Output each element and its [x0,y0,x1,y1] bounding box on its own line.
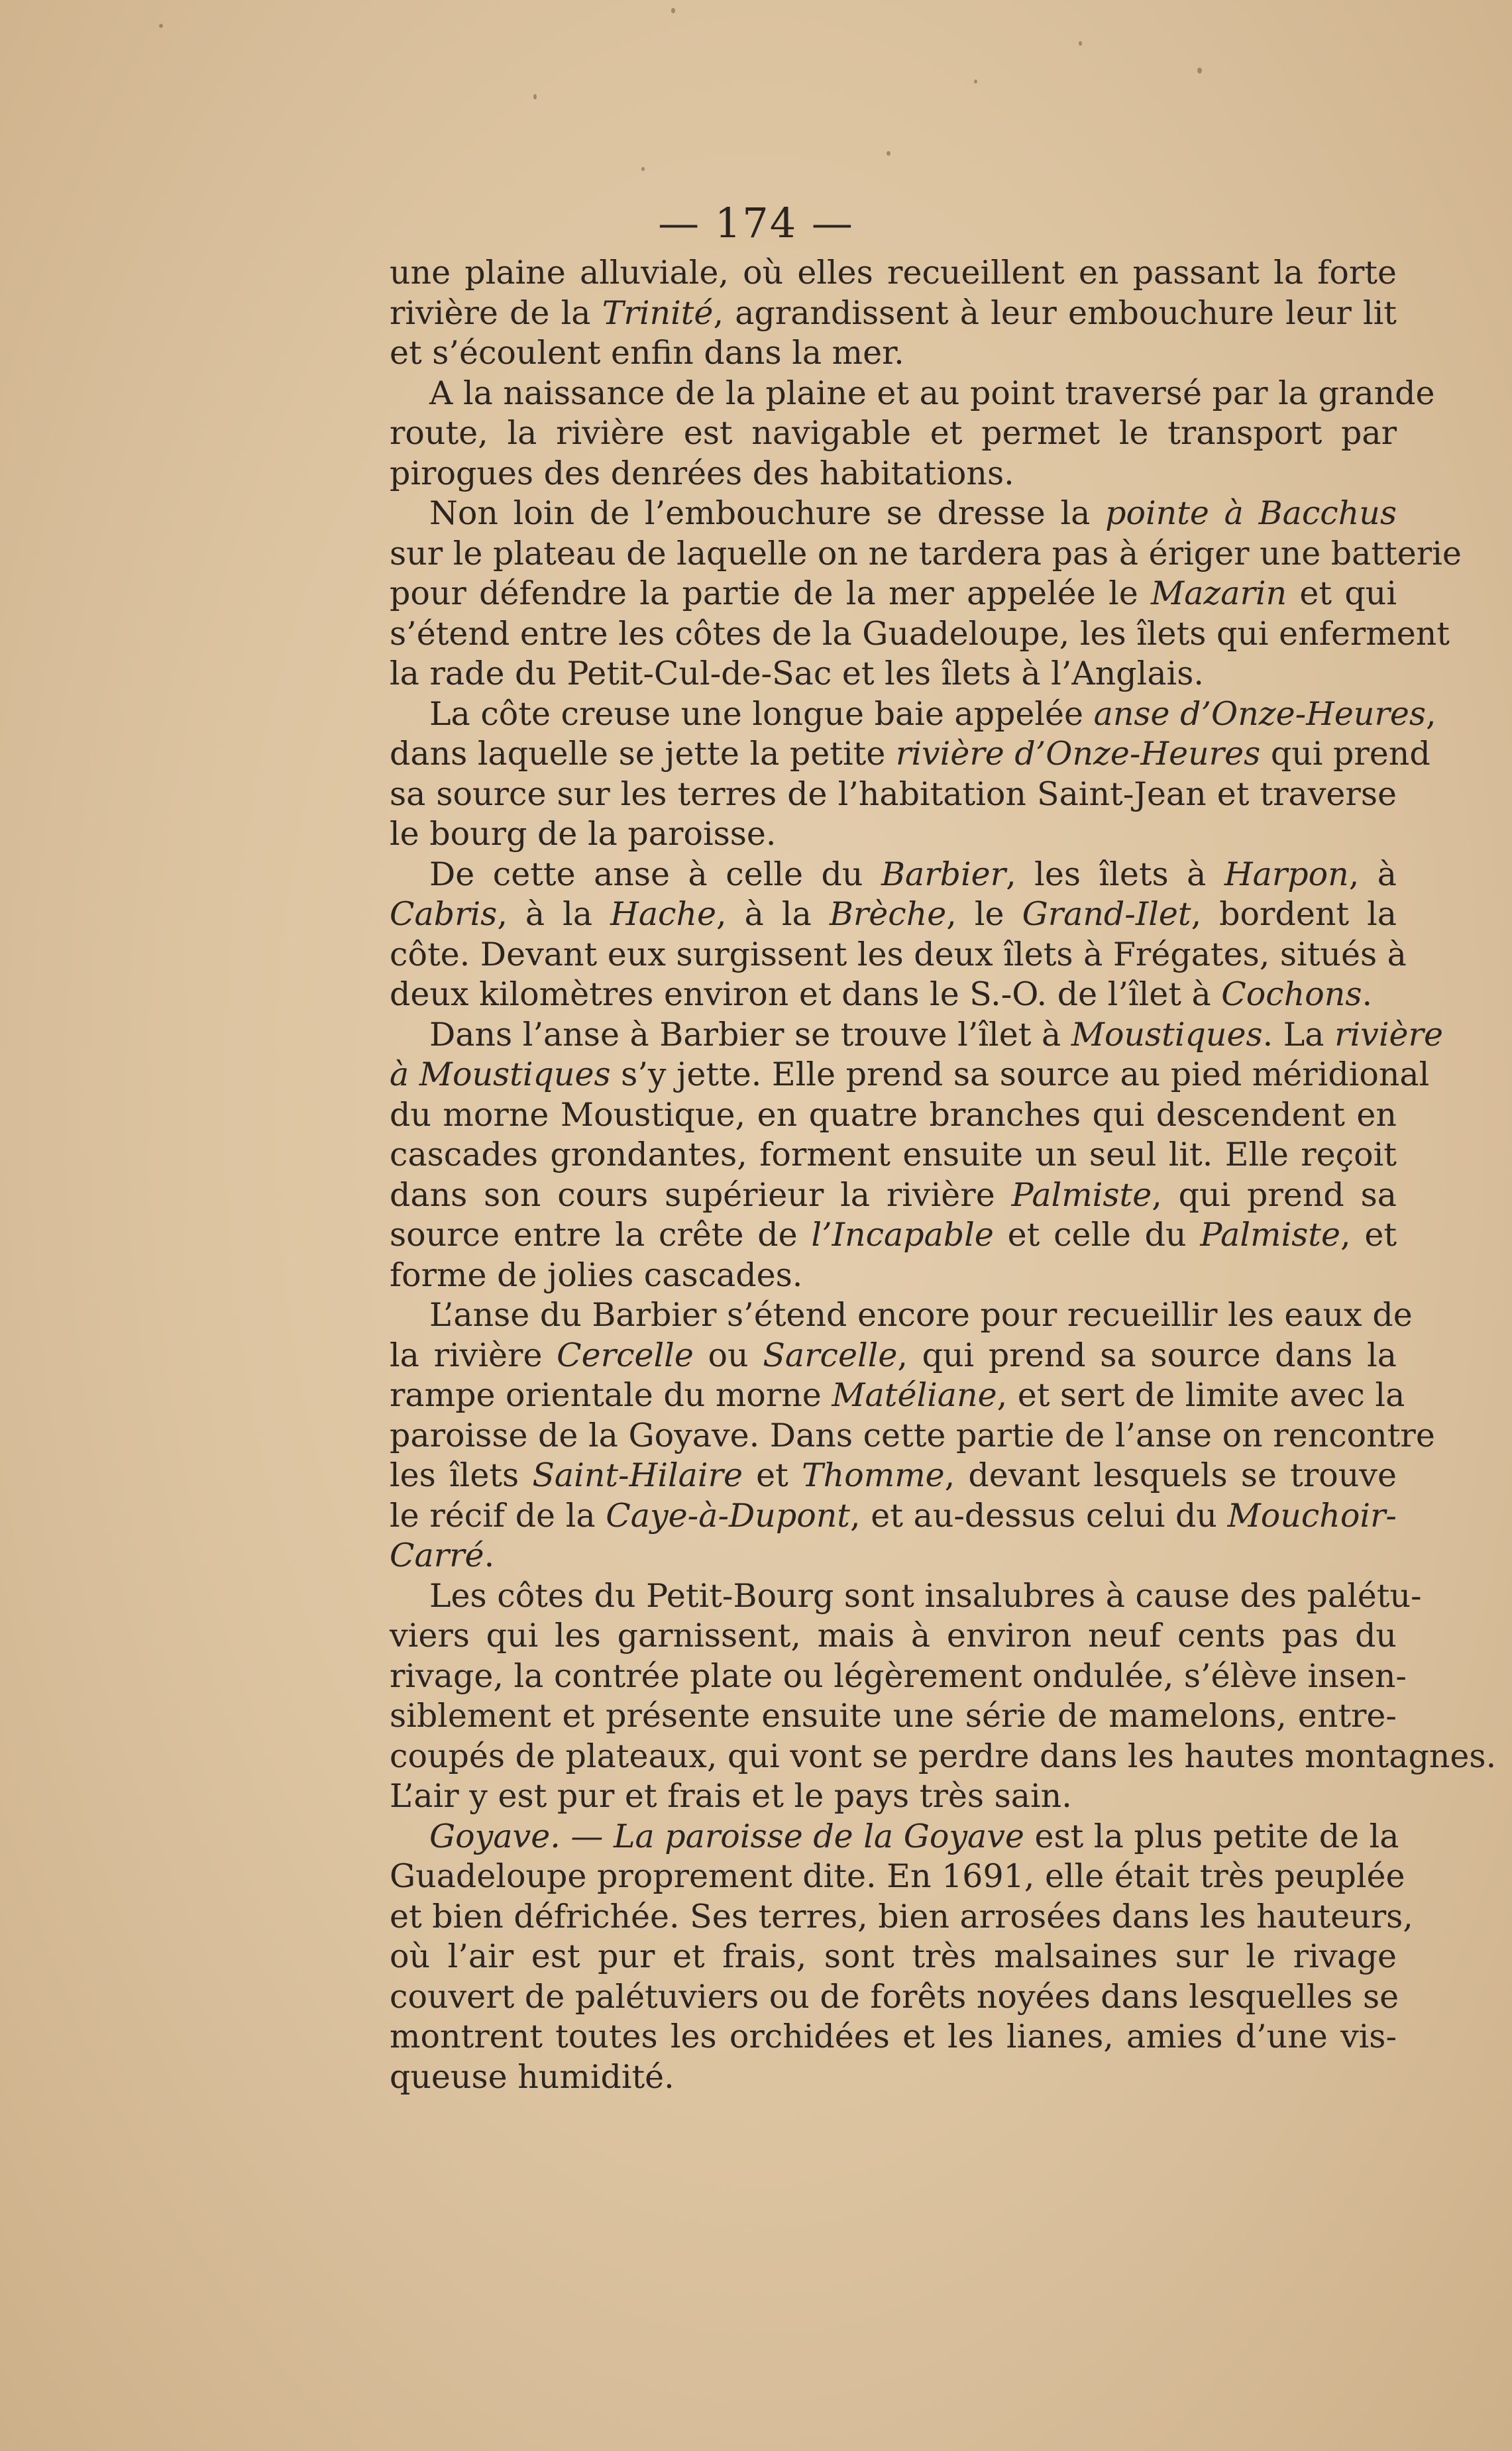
text-line: sa source sur les terres de l’habitation Saint-Jean et traverse [390,775,1397,813]
paper-speck [974,80,977,83]
italic-term: l’Incapable [811,1216,994,1254]
text-line: Dans l’anse à Barbier se trouve l’îlet à Moustiques. La rivière [429,1015,1443,1054]
text-line: rampe orientale du morne Matéliane, et sert de limite avec la [390,1376,1405,1414]
italic-term: Cabris [390,895,498,933]
italic-term: anse d’Onze-Heures [1093,694,1427,733]
paper-speck [1079,41,1082,46]
italic-term: Moustiques [1071,1015,1263,1054]
text-line: le récif de la Caye-à-Dupont, et au-dessus celui du Mouchoir- [390,1496,1397,1535]
text-line: Cabris, à la Hache, à la Brèche, le Grand-Ilet, bordent la [390,895,1397,933]
text-line: couvert de palétuviers ou de forêts noyées dans lesquelles se [390,1977,1399,2016]
paper-speck [533,94,537,99]
text-line: à Moustiques s’y jette. Elle prend sa source au pied méridional [390,1056,1430,1093]
italic-term: pointe à Bacchus [1105,494,1397,532]
italic-term: Mazarin [1151,574,1287,612]
text-line: les îlets Saint-Hilaire et Thomme, devant lesquels se trouve [390,1456,1397,1494]
text-line: Non loin de l’embouchure se dresse la pointe à Bacchus [429,494,1397,532]
italic-term: Cercelle [557,1336,694,1374]
text-line: A la naissance de la plaine et au point traversé par la grande [429,374,1435,412]
text-line: s’étend entre les côtes de la Guadeloupe, les îlets qui enferment [390,614,1450,653]
italic-term: Saint-Hilaire [532,1456,743,1494]
text-line: viers qui les garnissent, mais à environ neuf cents pas du [390,1617,1397,1655]
italic-term: Thomme [802,1456,945,1494]
italic-term: Palmiste [1200,1216,1340,1254]
text-line: dans laquelle se jette la petite rivière d’Onze-Heures qui prend [390,735,1431,773]
body-text [390,253,1497,2097]
italic-term: Hache [610,895,717,933]
text-line: forme de jolies cascades. [390,1256,803,1294]
italic-term: Matéliane [832,1376,997,1414]
italic-term: Harpon [1224,855,1349,893]
text-line: une plaine alluviale, où elles recueillent en passant la forte [390,254,1397,292]
italic-term: Goyave. — La paroisse de la Goyave [429,1817,1024,1855]
italic-term: Carré [390,1537,484,1574]
text-line: source entre la crête de l’Incapable et celle du Palmiste, et [390,1216,1397,1254]
text-line: rivière de la Trinité, agrandissent à leur embouchure leur lit [390,294,1397,332]
italic-term: à Moustiques [390,1056,611,1093]
text-line: pirogues des denrées des habitations. [390,454,1014,492]
text-line: côte. Devant eux surgissent les deux îlets à Frégates, situés à [390,935,1407,973]
text-line: De cette anse à celle du Barbier, les îlets à Harpon, à [429,855,1397,893]
text-line: Goyave. — La paroisse de la Goyave est la plus petite de la [429,1817,1399,1855]
text-line: sur le plateau de laquelle on ne tardera pas à ériger une batterie [390,534,1462,572]
text-line: Carré. [390,1537,495,1574]
text-line: pour défendre la partie de la mer appelée le Mazarin et qui [390,574,1397,612]
paper-speck [1197,68,1202,74]
italic-term: rivière [1334,1015,1443,1054]
text-line: cascades grondantes, forment ensuite un seul lit. Elle reçoit [390,1136,1397,1173]
paper-speck [671,8,675,13]
text-line: coupés de plateaux, qui vont se perdre dans les hautes montagnes. [390,1737,1497,1775]
text-line: et s’écoulent enfin dans la mer. [390,334,904,372]
text-line: du morne Moustique, en quatre branches qui descendent en [390,1095,1397,1134]
paper-speck [159,24,163,28]
text-line: où l’air est pur et frais, sont très malsaines sur le rivage [390,1937,1397,1975]
text-line: Les côtes du Petit-Bourg sont insalubres à cause des palétu- [429,1576,1422,1615]
text-line: paroisse de la Goyave. Dans cette partie de l’anse on rencontre [390,1416,1435,1454]
text-line: siblement et présente ensuite une série de mamelons, entre- [390,1697,1397,1735]
text-line: montrent toutes les orchidées et les lianes, amies d’une vis- [390,2018,1397,2055]
italic-term: Caye-à-Dupont [606,1496,850,1535]
italic-term: Grand-Ilet [1022,895,1191,933]
paper-speck [641,167,645,171]
text-line: Guadeloupe proprement dite. En 1691, elle était très peuplée [390,1857,1405,1895]
italic-term: Cochons [1221,975,1362,1013]
text-line: La côte creuse une longue baie appelée anse d’Onze-Heures, [429,694,1436,733]
text-line: la rade du Petit-Cul-de-Sac et les îlets à l’Anglais. [390,655,1204,692]
text-line: L’air y est pur et frais et le pays très sain. [390,1777,1072,1815]
text-line: L’anse du Barbier s’étend encore pour recueillir les eaux de [429,1296,1413,1334]
page-number: — 174 — [658,199,854,247]
paper-speck [887,151,891,156]
italic-term: Trinité [602,294,714,332]
text-line: deux kilomètres environ et dans le S.-O. de l’îlet à Cochons. [390,975,1373,1013]
text-line: rivage, la contrée plate ou légèrement ondulée, s’élève insen- [390,1657,1407,1695]
text-line: queuse humidité. [390,2057,675,2096]
italic-term: Barbier [881,855,1006,893]
italic-term: rivière d’Onze-Heures [895,735,1261,773]
text-line: route, la rivière est navigable et permet le transport par [390,414,1397,452]
italic-term: Palmiste [1011,1175,1152,1214]
italic-term: Mouchoir- [1227,1496,1397,1535]
italic-term: Sarcelle [763,1336,898,1374]
italic-term: Brèche [829,895,947,933]
text-line: dans son cours supérieur la rivière Palmiste, qui prend sa [390,1175,1397,1214]
text-line: la rivière Cercelle ou Sarcelle, qui prend sa source dans la [390,1336,1397,1374]
text-line: et bien défrichée. Ses terres, bien arrosées dans les hauteurs, [390,1897,1413,1935]
text-line: le bourg de la paroisse. [390,815,777,853]
